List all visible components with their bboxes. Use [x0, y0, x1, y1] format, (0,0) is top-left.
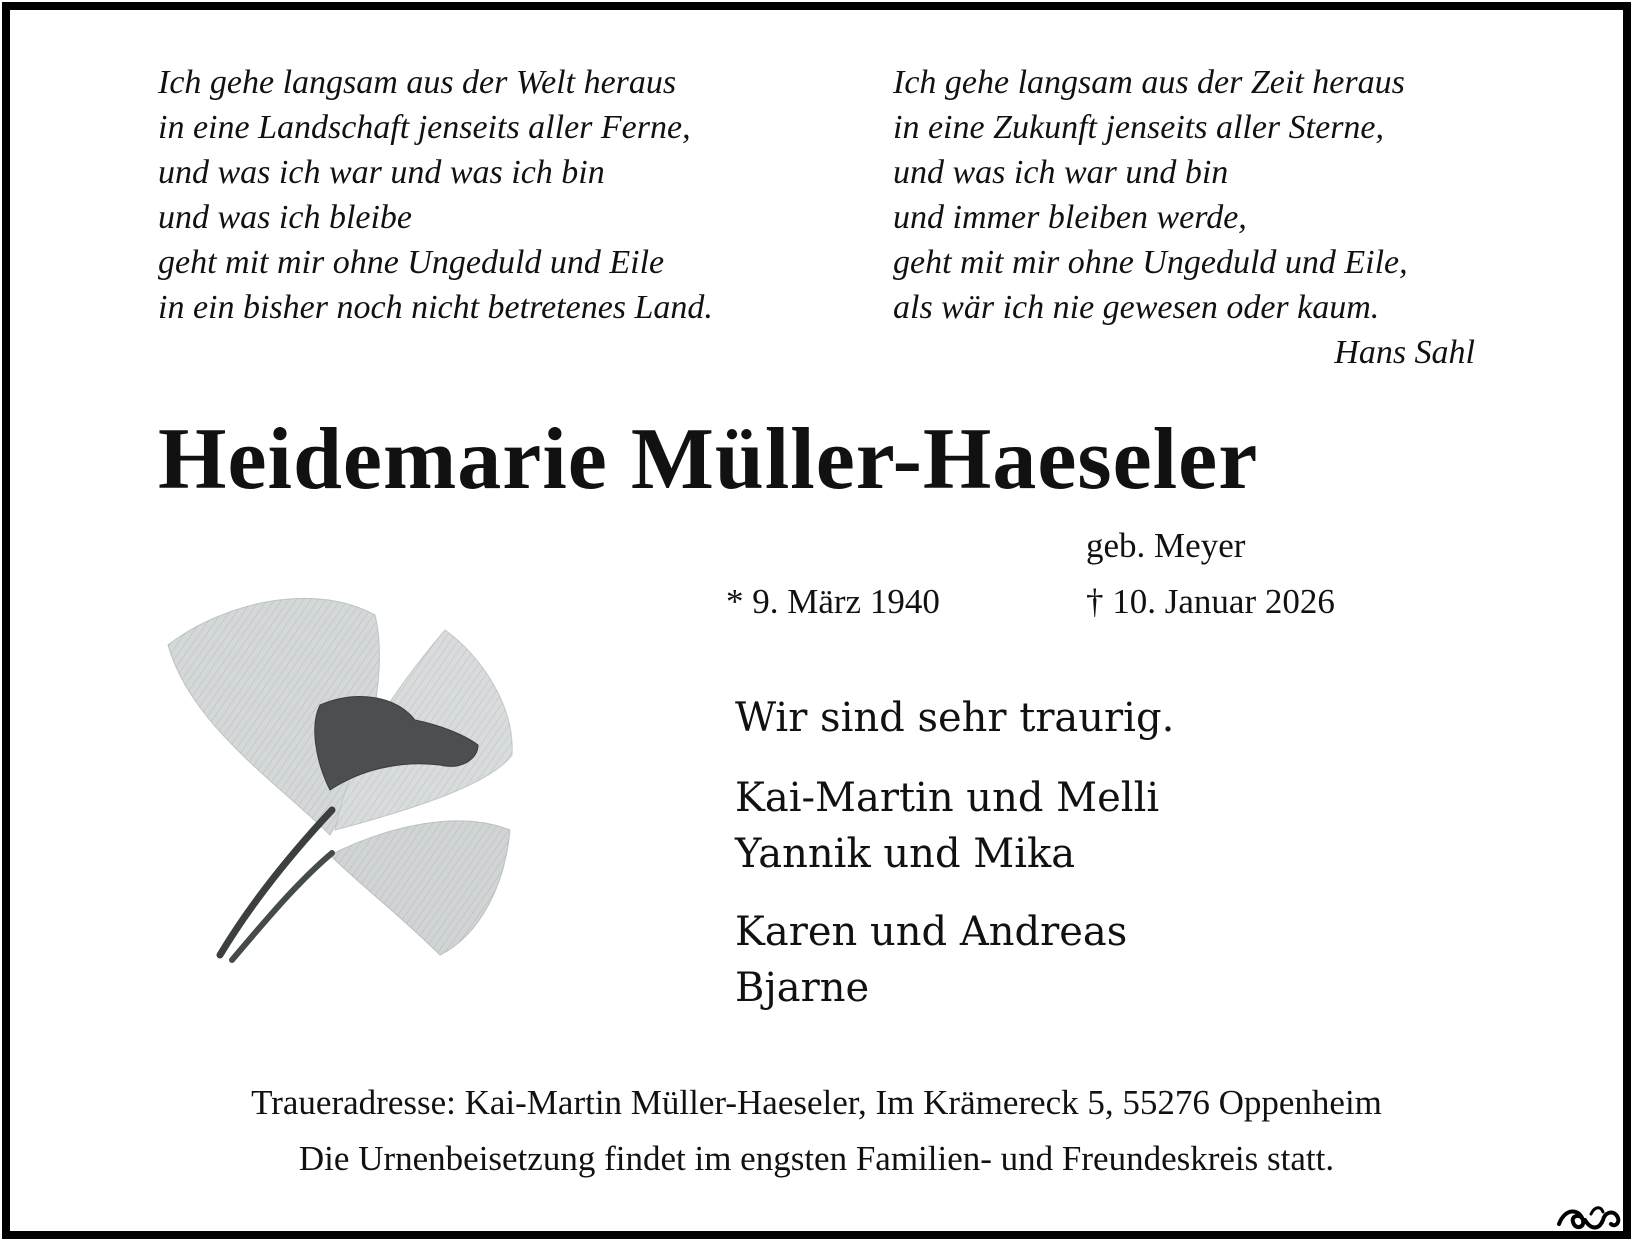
mourner-line: Yannik und Mika: [735, 831, 1076, 877]
mourning-address: Traueradresse: Kai-Martin Müller-Haeseler, Im Krämereck 5, 55276 Oppenheim: [251, 1083, 1382, 1122]
leaf-stem: [220, 810, 332, 955]
poem-line: Ich gehe langsam aus der Zeit heraus: [893, 64, 1405, 101]
decorative-ornament-icon: [1555, 1200, 1627, 1236]
poem-right-column: [893, 60, 1408, 330]
poem-line: und was ich war und bin: [893, 154, 1229, 191]
footer: [0, 1075, 1633, 1187]
poem-left-column: [158, 60, 713, 330]
poem-line: und was ich war und was ich bin: [158, 154, 605, 191]
poem-author: Hans Sahl: [1334, 334, 1475, 371]
poem-line: als wär ich nie gewesen oder kaum.: [893, 289, 1380, 326]
poem-line: in ein bisher noch nicht betretenes Land.: [158, 289, 713, 326]
mourners-group: [735, 770, 1174, 882]
birth-name: geb. Meyer: [1086, 526, 1246, 565]
poem-line: und immer bleiben werde,: [893, 199, 1247, 236]
mourners-block: [735, 690, 1174, 1038]
death-date: † 10. Januar 2026: [1086, 582, 1335, 621]
funeral-note: Die Urnenbeisetzung findet im engsten Familien- und Freundeskreis statt.: [298, 1139, 1335, 1178]
mourners-statement-group: [735, 690, 1174, 746]
poem-line: Ich gehe langsam aus der Welt heraus: [158, 64, 677, 101]
poem-line: in eine Zukunft jenseits aller Sterne,: [893, 109, 1385, 146]
mourner-line: Bjarne: [735, 965, 870, 1011]
poem-line: und was ich bleibe: [158, 199, 413, 236]
mourner-line: Kai-Martin und Melli: [735, 775, 1160, 821]
deceased-name: Heidemarie Müller-Haeseler: [158, 411, 1259, 508]
poem-line: in eine Landschaft jenseits aller Ferne,: [158, 109, 691, 146]
poem-line: geht mit mir ohne Ungeduld und Eile,: [893, 244, 1408, 281]
ginkgo-leaf-icon: [160, 585, 540, 1005]
mourner-line: Karen und Andreas: [735, 909, 1128, 955]
mourners-group: [735, 904, 1174, 1016]
poem-line: geht mit mir ohne Ungeduld und Eile: [158, 244, 665, 281]
mourners-statement: Wir sind sehr traurig.: [735, 695, 1175, 741]
birth-date: * 9. März 1940: [726, 582, 940, 621]
